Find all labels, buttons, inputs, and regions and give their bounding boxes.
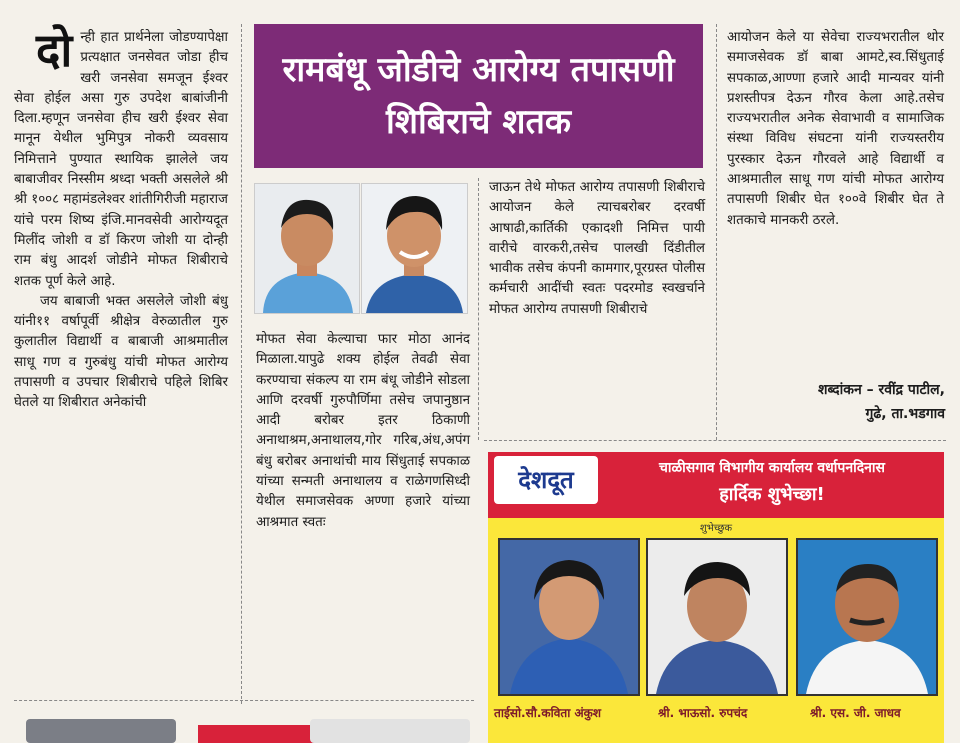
portrait-photo <box>254 183 360 314</box>
man-photo-icon <box>648 540 786 694</box>
ad-subtitle: शुभेच्छुक <box>699 523 733 534</box>
column-divider <box>478 178 479 440</box>
article-column-3 <box>489 178 705 320</box>
person-photo-icon <box>255 184 359 313</box>
cropped-advertisement-strip <box>14 705 470 743</box>
portrait-photo <box>361 183 468 314</box>
cropped-ad-block <box>198 725 318 743</box>
cropped-ad-block <box>310 719 470 743</box>
ad-portrait <box>796 538 938 696</box>
byline <box>740 378 945 426</box>
article-column-1 <box>14 23 228 414</box>
cropped-ad-block <box>26 719 176 743</box>
article-paragraph: आयोजन केले या सेवेचा राज्यभरातील थोर समाजसेवक डॉ बाबा आमटे,स्व.सिंधुताई सपकाळ,आण्णा हजारे आदी मान्यवर यांनी प्रशस्तीपत्र देऊन गौरव केला आहे.तसेच राज्यभरातील अनेक सेवाभावी व सामाजिक संस्था विविध संघटना यांनी राज्यस्तरीय पुरस्कार देऊन गौरवले आहे विद्यार्थी व आश्रमातील साधू गण यांची मोफत आरोग्य तपासणी शिबीर घेत १००वे शिबीर घेत ते शतकाचे मानकरी ठरले. <box>727 30 944 228</box>
article-headline: रामबंधू जोडीचे आरोग्य तपासणी शिबिराचे शतक <box>254 24 703 168</box>
advertisement <box>488 452 944 743</box>
article-paragraph: मोफत सेवा केल्याचा फार मोठा आनंद मिळाला.यापुढे शक्य होईल तेवढी सेवा करण्याचा संकल्प या राम बंधू जोडीने सोडला आणि दरवर्षी गुरुपौर्णिमा तसेच जपानुष्ठान आदी बरोबर इतर ठिकाणी अनाथाश्रम,अनाथालय,गोर गरिब,अंध,अपंग बंधु बरोबर अनाथांची माय सिंधुताई सपकाळ यांच्या सन्मती अनाथालय व राळेगणसिध्दी येथील समाजसेवक अण्णा हजारे यांच्या आश्रमात स्वतः <box>256 332 470 530</box>
woman-photo-icon <box>500 540 638 694</box>
ad-person-name: ताईसो.सौ.कविता अंकुश <box>494 706 602 720</box>
section-divider <box>14 700 474 701</box>
article-intro-line: न्ही हात प्रार्थनेला जोडण्यापेक्षा प्रत्यक्षात जनसेवत जोडा हीच खरी जनसेवा समजून ईश्वर सेवा होईल असा गुरु उपदेश बाबांजीनी दिला.म्हणून जनसेवा हीच खरी ईश्वर सेवा मानून येथील भुमिपुत्र नोकरी व्यवसाय निमित्ताने पुण्यात स्थायिक झालेले जय बाबाजीवर निस्सीम श्रध्दा भक्ती असलेले श्री श्री १००८ महामंडलेश्वर शांतीगिरीजी महाराज यांचे परम शिष्य इंजि.मानवसेवी आरोग्यदूत मिलींद जोशी व डॉ किरण जोशी या दोन्ही राम बंधु आदर्श जोडीने मोफत शिबीराचे शतक पूर्ण केले आहे. <box>14 30 228 289</box>
ad-person-name: श्री. एस. जी. जाधव <box>810 706 901 720</box>
article-column-4 <box>727 28 944 231</box>
section-divider <box>484 440 946 441</box>
ad-header <box>488 452 944 516</box>
ad-portrait <box>646 538 788 696</box>
article-column-2 <box>256 330 470 533</box>
ad-portrait <box>498 538 640 696</box>
ad-body <box>488 518 944 743</box>
byline-author: शब्दांकन – रवींद्र पाटील, <box>817 382 945 398</box>
column-divider <box>716 24 717 440</box>
ad-title: चाळीसगाव विभागीय कार्यालय वर्धापनदिनास <box>658 460 886 476</box>
ad-person-name: श्री. भाऊसो. रुपचंद <box>658 706 748 720</box>
article-paragraph: जय बाबाजी भक्त असलेले जोशी बंधु यांनी११ वर्षापूर्वी श्रीक्षेत्र वेरुळातील गुरु कुलातील विद्यार्थी व बाबाजी आश्रमातील साधू गण व गुरुबंधु यांची मोफत आरोग्य तपासणी व उपचार शिबीराचे पहिले शिबिर घेतले या शिबीरात अनेकांची <box>14 293 228 411</box>
newspaper-logo: देशदूत <box>494 456 598 504</box>
man-photo-icon <box>798 540 936 694</box>
column-divider <box>241 24 242 704</box>
drop-cap: दो <box>36 23 73 77</box>
ad-greeting: हार्दिक शुभेच्छा! <box>719 484 825 505</box>
person-photo-icon <box>362 184 467 313</box>
byline-place: गुढे, ता.भडगाव <box>865 406 945 422</box>
article-paragraph: जाऊन तेथे मोफत आरोग्य तपासणी शिबीराचे आयोजन केले त्याचबरोबर दरवर्षी आषाढी,कार्तिकी एकादशी निमित्त पायी वारीचे वारकरी,तसेच पालखी दिंडीतील भावीक तसेच कंपनी कामगार,पूरग्रस्त पोलीस कर्मचारी आदींची स्वतः पदरमोड स्वखर्चाने मोफत आरोग्य तपासणी शिबीराचे <box>489 180 705 317</box>
